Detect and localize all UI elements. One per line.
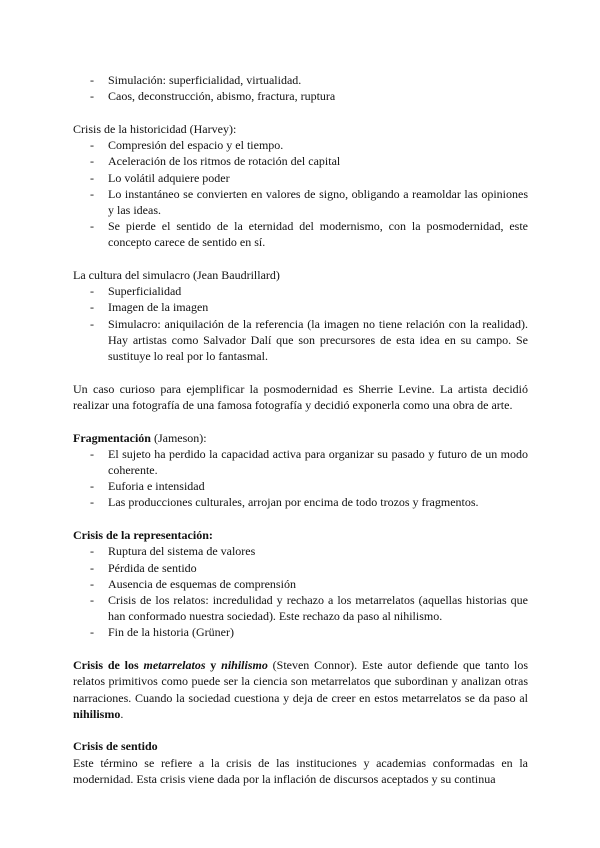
list-item: - Fin de la historia (Grüner): [73, 624, 528, 640]
bold-text: Crisis de los: [73, 658, 144, 673]
section-heading: [73, 527, 528, 543]
representacion-list: [73, 543, 528, 640]
list-item: - El sujeto ha perdido la capacidad activa para organizar su pasado y futuro de un modo coherente.: [73, 446, 528, 478]
list-item: - Pérdida de sentido: [73, 560, 528, 576]
top-list: [73, 72, 528, 104]
list-item: - Ruptura del sistema de valores: [73, 543, 528, 559]
body-text: (Steven Connor). Este autor defiende que tanto los relatos primitivos como puede ser la ciencia son metarrelatos que subordinan y analizan otras narraciones. Cuando la sociedad cuestiona y deja de creer en estos metarrelatos se da paso al: [73, 658, 529, 705]
paragraph: [73, 657, 528, 722]
section-representacion: [73, 527, 528, 640]
list-item: - Euforia e intensidad: [73, 478, 528, 494]
fragmentacion-list: [73, 446, 528, 511]
list-item: - Se pierde el sentido de la eternidad del modernismo, con la posmodernidad, este concepto carece de sentido en sí.: [73, 218, 528, 250]
heading-bold: Crisis de la representación:: [73, 528, 213, 543]
list-item: - Superficialidad: [73, 283, 528, 299]
heading-bold: Fragmentación: [73, 430, 151, 445]
list-item: - Aceleración de los ritmos de rotación del capital: [73, 153, 528, 169]
section-heading: La cultura del simulacro (Jean Baudrillard): [73, 268, 280, 283]
section-heading: Crisis de la historicidad (Harvey):: [73, 121, 237, 136]
list-item: - Imagen de la imagen: [73, 299, 528, 315]
bold-text: [143, 658, 205, 672]
section-heading: [73, 738, 528, 754]
list-item: - Lo volátil adquiere poder: [73, 170, 528, 186]
section-fragmentacion: [73, 430, 528, 511]
list-item: - Simulación: superficialidad, virtualidad.: [73, 72, 528, 88]
section-historicidad: [73, 121, 528, 251]
body-text: .: [120, 706, 124, 721]
list-item: - Simulacro: aniquilación de la referencia (la imagen no tiene relación con la realidad). Hay artistas como Salvador Dalí que son precursores de esta idea en su campo. Se sustituye lo real por lo fantasmal.: [73, 316, 528, 365]
section-simulacro: [73, 267, 528, 364]
bold-text: y: [205, 658, 222, 673]
section-heading: [73, 430, 528, 446]
list-item: - Ausencia de esquemas de comprensión: [73, 576, 528, 592]
bold-text: [221, 658, 268, 672]
heading-bold: Crisis de sentido: [73, 739, 158, 754]
section-levine: [73, 381, 528, 413]
list-item: - Lo instantáneo se convierten en valores de signo, obligando a reamoldar las opiniones y las ideas.: [73, 186, 528, 218]
historicidad-list: [73, 137, 528, 250]
paragraph: Este término se refiere a la crisis de las instituciones y academias conformadas en la modernidad. Esta crisis viene dada por la inflación de discursos aceptados y su continua: [73, 755, 528, 786]
list-item: - Las producciones culturales, arrojan por encima de todo trozos y fragmentos.: [73, 494, 528, 510]
section-metarrelatos: [73, 657, 528, 722]
section-sentido: [73, 738, 528, 787]
list-item: - Caos, deconstrucción, abismo, fractura, ruptura: [73, 88, 528, 104]
bold-italic-text: metarrelatos: [143, 658, 206, 673]
paragraph: Un caso curioso para ejemplificar la posmodernidad es Sherrie Levine. La artista decidió realizar una fotografía de una famosa fotografía y decidió exponerla como una obra de arte.: [73, 381, 528, 412]
list-item: - Compresión del espacio y el tiempo.: [73, 137, 528, 153]
simulacro-list: [73, 283, 528, 364]
bold-text: nihilismo: [73, 706, 121, 721]
heading-rest: (Jameson):: [150, 430, 207, 445]
bold-italic-text: nihilismo: [221, 658, 268, 673]
list-item: - Crisis de los relatos: incredulidad y rechazo a los metarrelatos (aquellas historias que han conformado nuestra sociedad). Este rechazo da paso al nihilismo.: [73, 592, 528, 624]
